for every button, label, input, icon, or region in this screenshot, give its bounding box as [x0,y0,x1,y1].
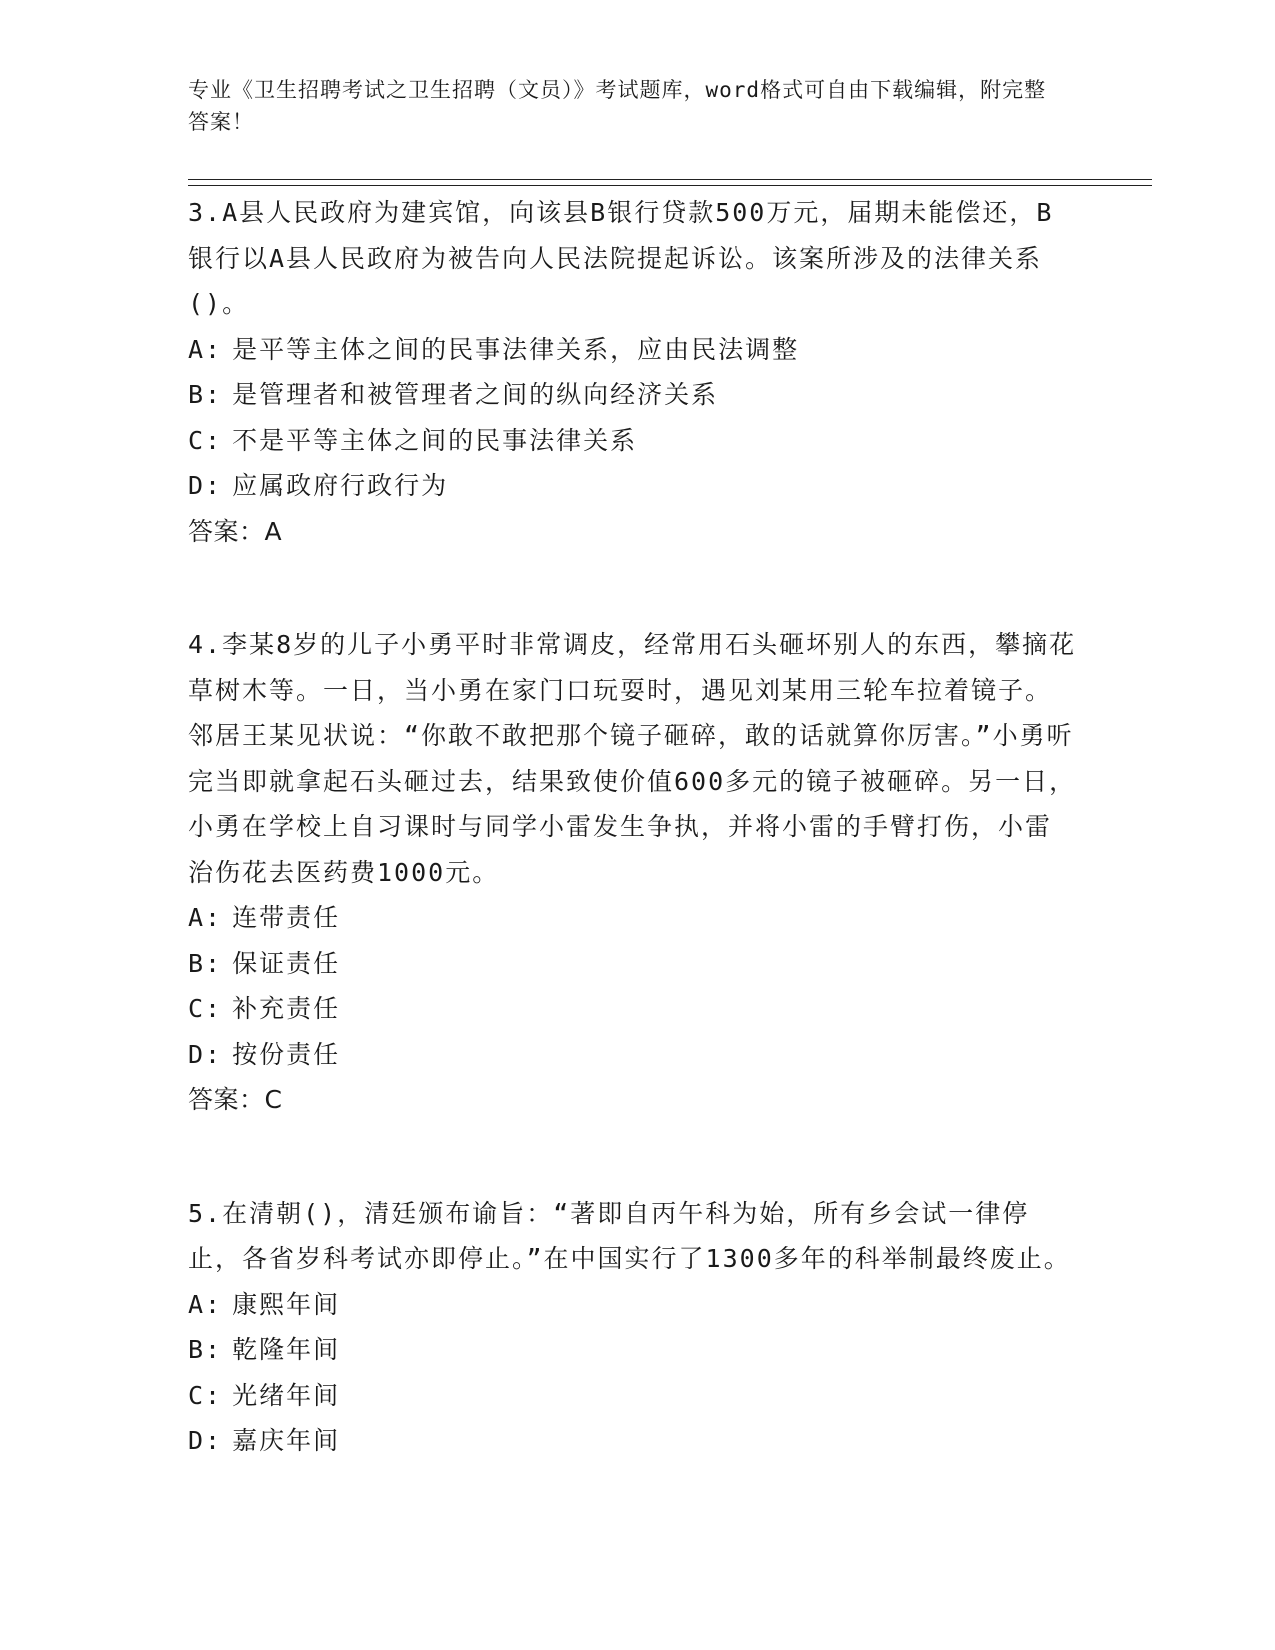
answer-line: 答案：A [188,516,283,546]
option-key: D: [188,1039,223,1069]
option-key: A: [188,334,223,364]
option-key: D: [188,471,223,500]
option-b [188,372,1078,418]
option-key: C: [188,1380,223,1410]
question-stem: 4.李某8岁的儿子小勇平时非常调皮，经常用石头砸坏别人的东西，攀摘花草树木等。一日，当小勇在家门口玩耍时，遇见刘某用三轮车拉着镜子。邻居王某见状说：“你敢不敢把那个镜子砸碎，敢的话就算你厉害。”小勇听完当即就拿起石头砸过去，结果致使价值600多元的镜子被砸碎。另一日，小勇在学校上自习课时与同学小雷发生争执，并将小雷的手臂打伤，小雷治伤花去医药费1000元。 [188,630,1077,887]
option-text: 嘉庆年间 [232,1426,341,1455]
option-text: 补充责任 [232,994,341,1023]
option-text: 保证责任 [232,948,341,978]
page-header: 专业《卫生招聘考试之卫生招聘（文员）》考试题库，word格式可自由下载编辑，附完整答案！ [188,78,1047,134]
option-a [188,1282,1078,1328]
question-3 [188,190,1078,554]
option-key: C: [188,994,223,1023]
option-text: 应属政府行政行为 [232,471,449,500]
option-d [188,463,1078,509]
question-5 [188,1191,1078,1464]
question-4 [188,622,1078,1123]
option-key: A: [188,903,223,932]
option-key: A: [188,1289,223,1319]
option-b [188,1327,1078,1373]
option-a [188,895,1078,941]
option-c [188,418,1078,464]
header-divider-top [188,179,1152,180]
option-a [188,327,1078,373]
question-spacer [188,554,1078,622]
option-d [188,1032,1078,1078]
option-text: 连带责任 [232,903,341,932]
question-stem: 3.A县人民政府为建宾馆，向该县B银行贷款500万元，届期未能偿还，B银行以A县人民政府为被告向人民法院提起诉讼。该案所涉及的法律关系()。 [188,198,1054,318]
option-key: B: [188,1335,223,1364]
question-list [188,190,1078,1464]
option-text: 按份责任 [232,1039,341,1069]
option-text: 康熙年间 [232,1289,341,1319]
header-divider-bottom [188,185,1152,186]
answer-line: 答案：C [188,1085,283,1114]
option-text: 是平等主体之间的民事法律关系，应由民法调整 [232,334,800,364]
question-stem: 5.在清朝()，清廷颁布谕旨：“著即自丙午科为始，所有乡会试一律停止，各省岁科考试亦即停止。”在中国实行了1300多年的科举制最终废止。 [188,1198,1071,1273]
option-text: 乾隆年间 [232,1335,341,1364]
option-text: 不是平等主体之间的民事法律关系 [232,425,638,455]
option-key: D: [188,1426,223,1455]
option-d [188,1418,1078,1464]
option-key: B: [188,948,223,978]
option-key: C: [188,425,223,455]
question-spacer [188,1123,1078,1191]
option-text: 是管理者和被管理者之间的纵向经济关系 [232,380,719,409]
option-c [188,986,1078,1032]
option-text: 光绪年间 [232,1380,341,1410]
option-c [188,1373,1078,1419]
option-b [188,941,1078,987]
option-key: B: [188,380,223,409]
